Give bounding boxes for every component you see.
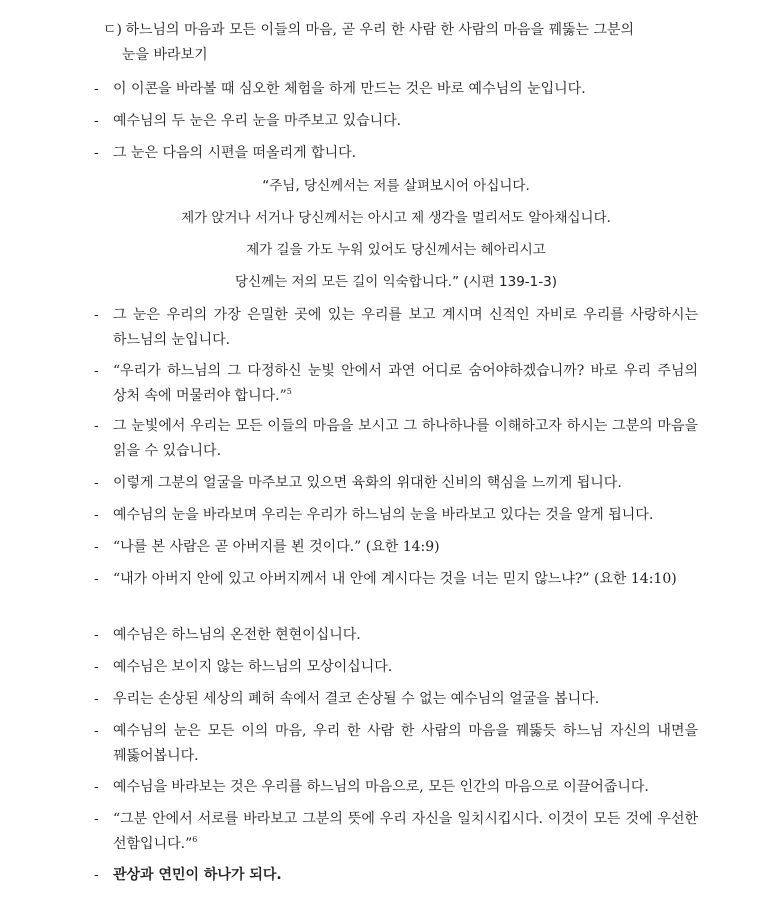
- bullet-dash: -: [94, 113, 99, 129]
- list-item: [94, 303, 698, 353]
- list-item: [94, 719, 698, 769]
- item-text: “나를 본 사람은 곧 아버지를 뵌 것이다.” (요한 14:9): [113, 539, 440, 555]
- item-text: 관상과 연민이 하나가 되다.: [113, 867, 282, 883]
- bullet-dash: -: [94, 475, 99, 491]
- list-item: [94, 655, 698, 680]
- bullet-dash: -: [94, 867, 99, 883]
- psalm-quote-line: 당신께는 저의 모든 길이 익숙합니다.” (시편 139-1-3): [235, 274, 557, 290]
- bullet-dash: -: [94, 779, 99, 795]
- list-item: [94, 414, 698, 464]
- bullet-dash: -: [94, 811, 99, 827]
- bullet-dash: -: [94, 363, 99, 379]
- item-text: [113, 807, 698, 857]
- bullet-dash: -: [94, 81, 99, 97]
- item-text: 예수님은 보이지 않는 하느님의 모상이십니다.: [113, 659, 393, 675]
- list-item: [94, 77, 698, 102]
- item-text: 그 눈빛에서 우리는 모든 이들의 마음을 보시고 그 하나하나를 이해하고자 하시는 그분의 마음을 읽을 수 있습니다.: [113, 418, 698, 459]
- psalm-quote-line: 제가 길을 가도 누워 있어도 당신께서는 헤아리시고: [246, 242, 546, 258]
- item-text: 이렇게 그분의 얼굴을 마주보고 있으면 육화의 위대한 신비의 핵심을 느끼게 됩니다.: [113, 475, 622, 491]
- psalm-quote-line: 제가 앉거나 서거나 당신께서는 아시고 제 생각을 멀리서도 알아채십니다.: [181, 210, 611, 226]
- item-text-body: “우리가 하느님의 그 다정하신 눈빛 안에서 과연 어디로 숨어야하겠습니까? 바로 우리 주님의 상처 속에 머물러야 합니다.”: [113, 363, 698, 404]
- heading-line-2: 눈을 바라보기: [122, 47, 208, 63]
- list-item: [94, 535, 698, 560]
- item-text: 그 눈은 다음의 시편을 떠올리게 합니다.: [113, 145, 357, 161]
- item-text: “내가 아버지 안에 있고 아버지께서 내 안에 계시다는 것을 너는 믿지 않느냐?” (요한 14:10): [113, 571, 677, 587]
- footnote-marker: 5: [286, 387, 292, 396]
- item-text-body: “그분 안에서 서로를 바라보고 그분의 뜻에 우리 자신을 일치시킵시다. 이것이 모든 것에 우선한 선함입니다.”: [113, 811, 698, 852]
- list-item: [94, 775, 698, 800]
- bullet-dash: -: [94, 539, 99, 555]
- item-text: 예수님의 눈은 모든 이의 마음, 우리 한 사람 한 사람의 마음을 꿰뚫듯 하느님 자신의 내면을 꿰뚫어봅니다.: [113, 723, 698, 764]
- list-item: [94, 623, 698, 648]
- item-text: [113, 359, 698, 409]
- bullet-dash: -: [94, 691, 99, 707]
- list-item: [94, 471, 698, 496]
- item-text: 예수님의 두 눈은 우리 눈을 마주보고 있습니다.: [113, 113, 402, 129]
- list-item-bold: [94, 863, 698, 888]
- section-heading: [103, 18, 698, 68]
- heading-marker: ㄷ): [103, 22, 122, 38]
- item-text: 이 이콘을 바라볼 때 심오한 체험을 하게 만드는 것은 바로 예수님의 눈입니다.: [113, 81, 586, 97]
- list-item: [94, 687, 698, 712]
- bullet-dash: -: [94, 659, 99, 675]
- item-text: 예수님은 하느님의 온전한 현현이십니다.: [113, 627, 361, 643]
- bullet-dash: -: [94, 145, 99, 161]
- item-text: 우리는 손상된 세상의 폐허 속에서 결코 손상될 수 없는 예수님의 얼굴을 봅니다.: [113, 691, 600, 707]
- item-text: 예수님을 바라보는 것은 우리를 하느님의 마음으로, 모든 인간의 마음으로 이끌어줍니다.: [113, 779, 649, 795]
- bullet-dash: -: [94, 627, 99, 643]
- footnote-marker: 6: [192, 835, 198, 844]
- list-item: [94, 567, 698, 592]
- psalm-quote-line: “주님, 당신께서는 저를 살펴보시어 아십니다.: [262, 178, 530, 194]
- bullet-dash: -: [94, 723, 99, 739]
- bullet-dash: -: [94, 571, 99, 587]
- bullet-dash: -: [94, 418, 99, 434]
- bullet-dash: -: [94, 307, 99, 323]
- list-item: [94, 359, 698, 409]
- list-item: [94, 503, 698, 528]
- list-item: [94, 109, 698, 134]
- item-text: 예수님의 눈을 바라보며 우리는 우리가 하느님의 눈을 바라보고 있다는 것을 알게 됩니다.: [113, 507, 654, 523]
- list-item: [94, 141, 698, 166]
- bullet-dash: -: [94, 507, 99, 523]
- list-item: [94, 807, 698, 857]
- heading-line-1: 하느님의 마음과 모든 이들의 마음, 곧 우리 한 사람 한 사람의 마음을 꿰뚫는 그분의: [125, 22, 635, 38]
- item-text: 그 눈은 우리의 가장 은밀한 곳에 있는 우리를 보고 계시며 신적인 자비로 우리를 사랑하시는 하느님의 눈입니다.: [113, 307, 698, 348]
